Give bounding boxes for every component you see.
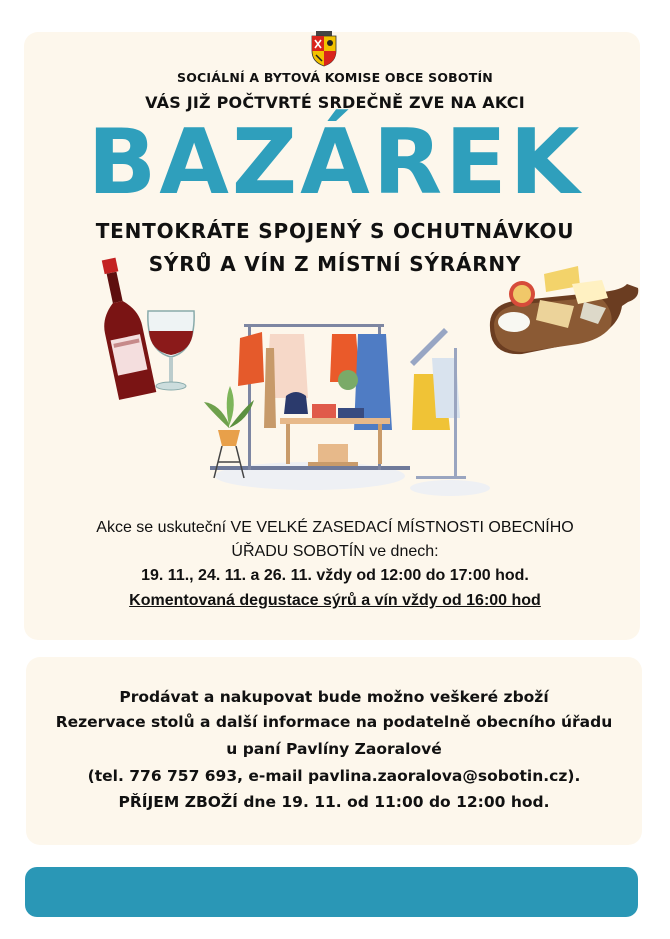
info-line-1: Prodávat a nakupovat bude možno veškeré zboží [119,688,549,706]
cheese-board-icon [482,262,642,362]
subtitle-line-1: TENTOKRÁTE SPOJENÝ S OCHUTNÁVKOU [95,219,575,243]
coat-of-arms-icon [306,31,342,67]
details-line-2: ÚŘADU SOBOTÍN ve dnech: [231,543,439,560]
potted-plant-icon [200,382,258,482]
footer-bar [25,867,638,917]
event-name: BAZÁREK [87,110,583,215]
details-line-1: Akce se uskuteční VE VELKÉ ZASEDACÍ MÍSTNOSTI OBECNÍHO [96,519,574,536]
info-line-2: Rezervace stolů a další informace na podatelně obecního úřadu [55,713,613,731]
goods-intake-line: PŘÍJEM ZBOŽÍ dne 19. 11. od 11:00 do 12:00 hod. [118,793,550,811]
wine-glass-icon [142,305,200,393]
tasting-time: Komentovaná degustace sýrů a vín vždy od 16:00 hod [129,592,541,609]
invite-line: VÁS JIŽ POČTVRTÉ SRDEČNĚ ZVE NA AKCI [145,93,525,112]
contact-line: (tel. 776 757 693, e-mail pavlina.zaoralova@sobotin.cz). [87,767,581,785]
subtitle-line-2: SÝRŮ A VÍN Z MÍSTNÍ SÝRÁRNY [148,252,522,276]
organizer-title: SOCIÁLNÍ A BYTOVÁ KOMISE OBCE SOBOTÍN [177,70,493,85]
info-line-3: u paní Pavlíny Zaoralové [226,740,442,758]
event-dates: 19. 11., 24. 11. a 26. 11. vždy od 12:00 do 17:00 hod. [141,567,529,584]
